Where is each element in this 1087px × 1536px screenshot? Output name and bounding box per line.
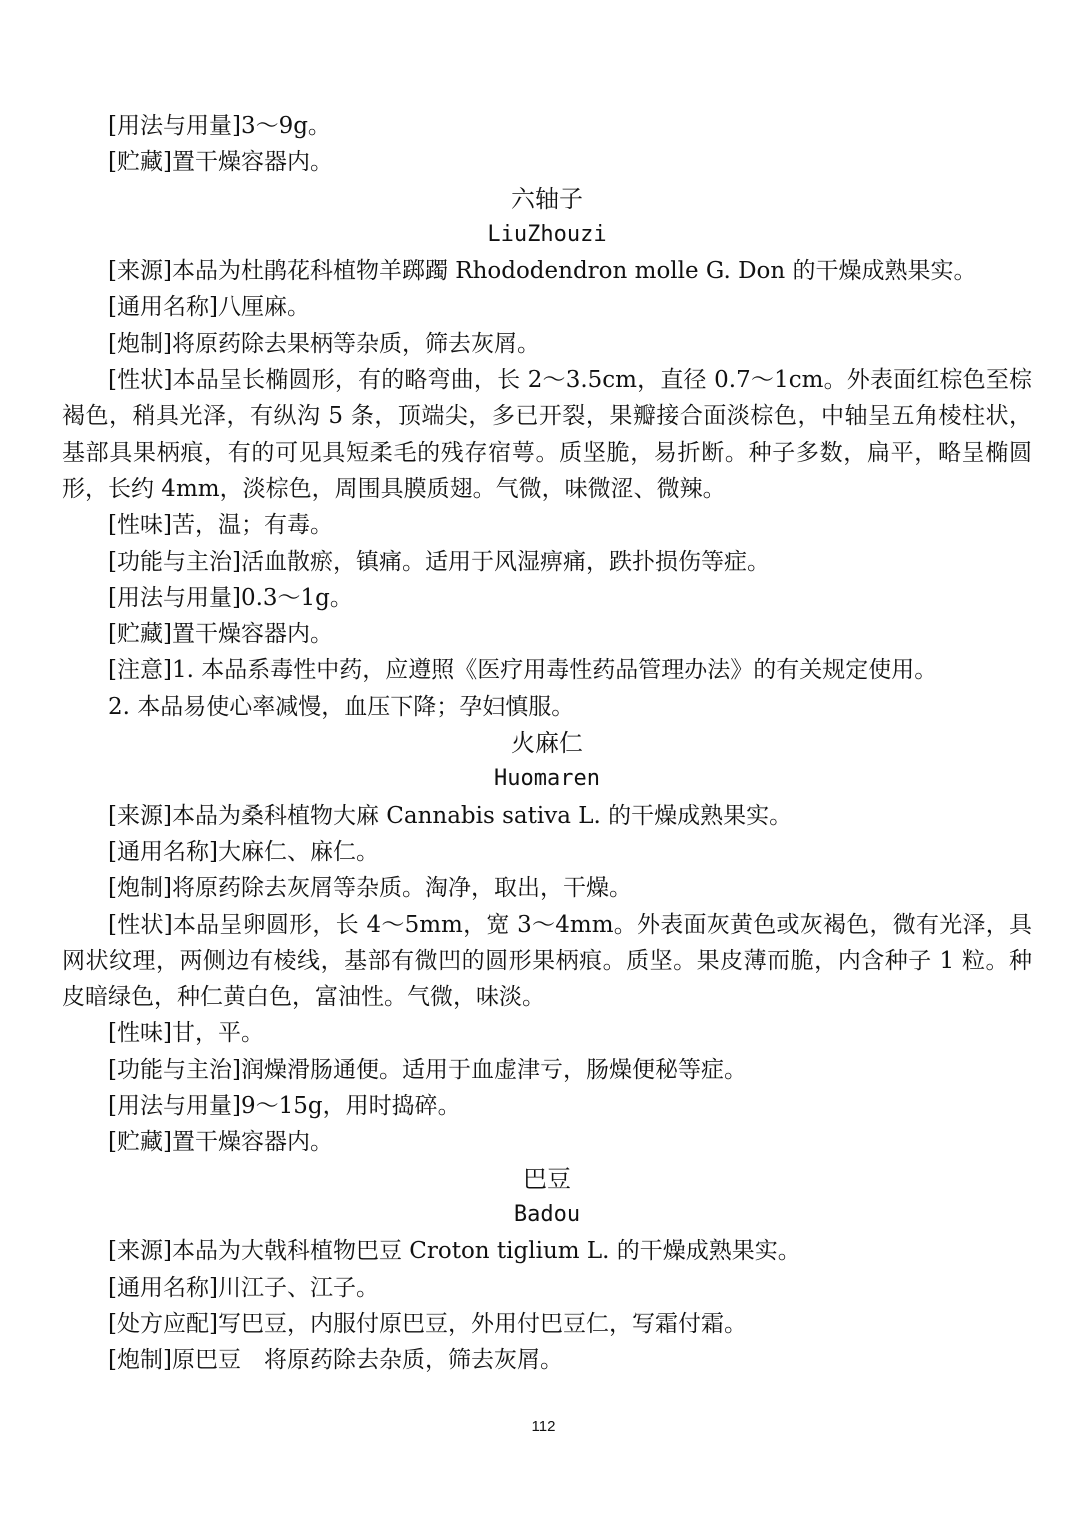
source-line: [来源]本品为桑科植物大麻 Cannabis sativa L. 的干燥成熟果实。 [108, 802, 793, 829]
storage-line: [贮藏]置干燥容器内。 [108, 149, 333, 176]
common-name-line: [通用名称]川江子、江子。 [108, 1274, 379, 1301]
usage-line: [用法与用量]9～15g，用时捣碎。 [108, 1093, 461, 1120]
characteristics-paragraph: [性状]本品呈卵圆形，长 4～5mm，宽 3～4mm。外表面灰黄色或灰褐色，微有光泽，具网状纹理，两侧边有棱线，基部有微凹的圆形果柄痕。质坚。果皮薄而脆，内含种子 1 粒。种皮暗绿色，种仁黄白色，富油性。气微，味淡。 [62, 911, 1032, 1011]
usage-line: [用法与用量]3～9g。 [108, 113, 331, 139]
entry-title-huomaren: 火麻仁 [511, 729, 583, 758]
source-line: [来源]本品为杜鹃花科植物羊踯躅 Rhododendron molle G. Don 的干燥成熟果实。 [108, 258, 977, 285]
function-line: [功能与主治]润燥滑肠通便。适用于血虚津亏，肠燥便秘等症。 [108, 1056, 747, 1083]
common-name-line: [通用名称]八厘麻。 [108, 294, 310, 321]
usage-line: [用法与用量]0.3～1g。 [108, 584, 353, 611]
processing-line: [炮制]将原药除去灰屑等杂质。淘净，取出，干燥。 [108, 875, 632, 902]
storage-line: [贮藏]置干燥容器内。 [108, 621, 333, 648]
source-line: [来源]本品为大戟科植物巴豆 Croton tiglium L. 的干燥成熟果实。 [108, 1238, 801, 1265]
caution-line-2: 2. 本品易使心率减慢，血压下降；孕妇慎服。 [108, 693, 575, 720]
common-name-line: [通用名称]大麻仁、麻仁。 [108, 838, 379, 865]
processing-line: [炮制]原巴豆 将原药除去杂质，筛去灰屑。 [108, 1347, 563, 1374]
page-number: 112 [531, 1418, 556, 1435]
storage-line: [贮藏]置干燥容器内。 [108, 1129, 333, 1156]
function-line: [功能与主治]活血散瘀，镇痛。适用于风湿痹痛，跌扑损伤等症。 [108, 548, 770, 575]
processing-line: [炮制]将原药除去果柄等杂质，筛去灰屑。 [108, 330, 540, 357]
entry-pinyin-huomaren: Huomaren [494, 766, 600, 792]
entry-pinyin-badou: Badou [513, 1201, 581, 1227]
taste-line: [性味]甘，平。 [108, 1020, 264, 1047]
entry-pinyin-liuzhouzi: LiuZhouzi [487, 221, 607, 247]
caution-line: [注意]1. 本品系毒性中药，应遵照《医疗用毒性药品管理办法》的有关规定使用。 [108, 657, 938, 684]
characteristics-paragraph: [性状]本品呈长椭圆形，有的略弯曲，长 2～3.5cm，直径 0.7～1cm。外表面红棕色至棕褐色，稍具光泽，有纵沟 5 条，顶端尖，多已开裂，果瓣接合面淡棕色，中轴呈五角棱柱状，基部具果柄痕，有的可见具短柔毛的残存宿萼。质坚脆，易折断。种子多数，扁平，略呈椭圆形，长约 4mm，淡棕色，周围具膜质翅。气微，味微涩、微辣。 [62, 367, 1032, 502]
entry-title-badou: 巴豆 [523, 1164, 571, 1193]
page-body [62, 108, 1032, 1378]
prescription-line: [处方应配]写巴豆，内服付原巴豆，外用付巴豆仁，写霜付霜。 [108, 1310, 747, 1337]
entry-title-liuzhouzi: 六轴子 [511, 184, 583, 213]
taste-line: [性味]苦，温；有毒。 [108, 512, 333, 539]
